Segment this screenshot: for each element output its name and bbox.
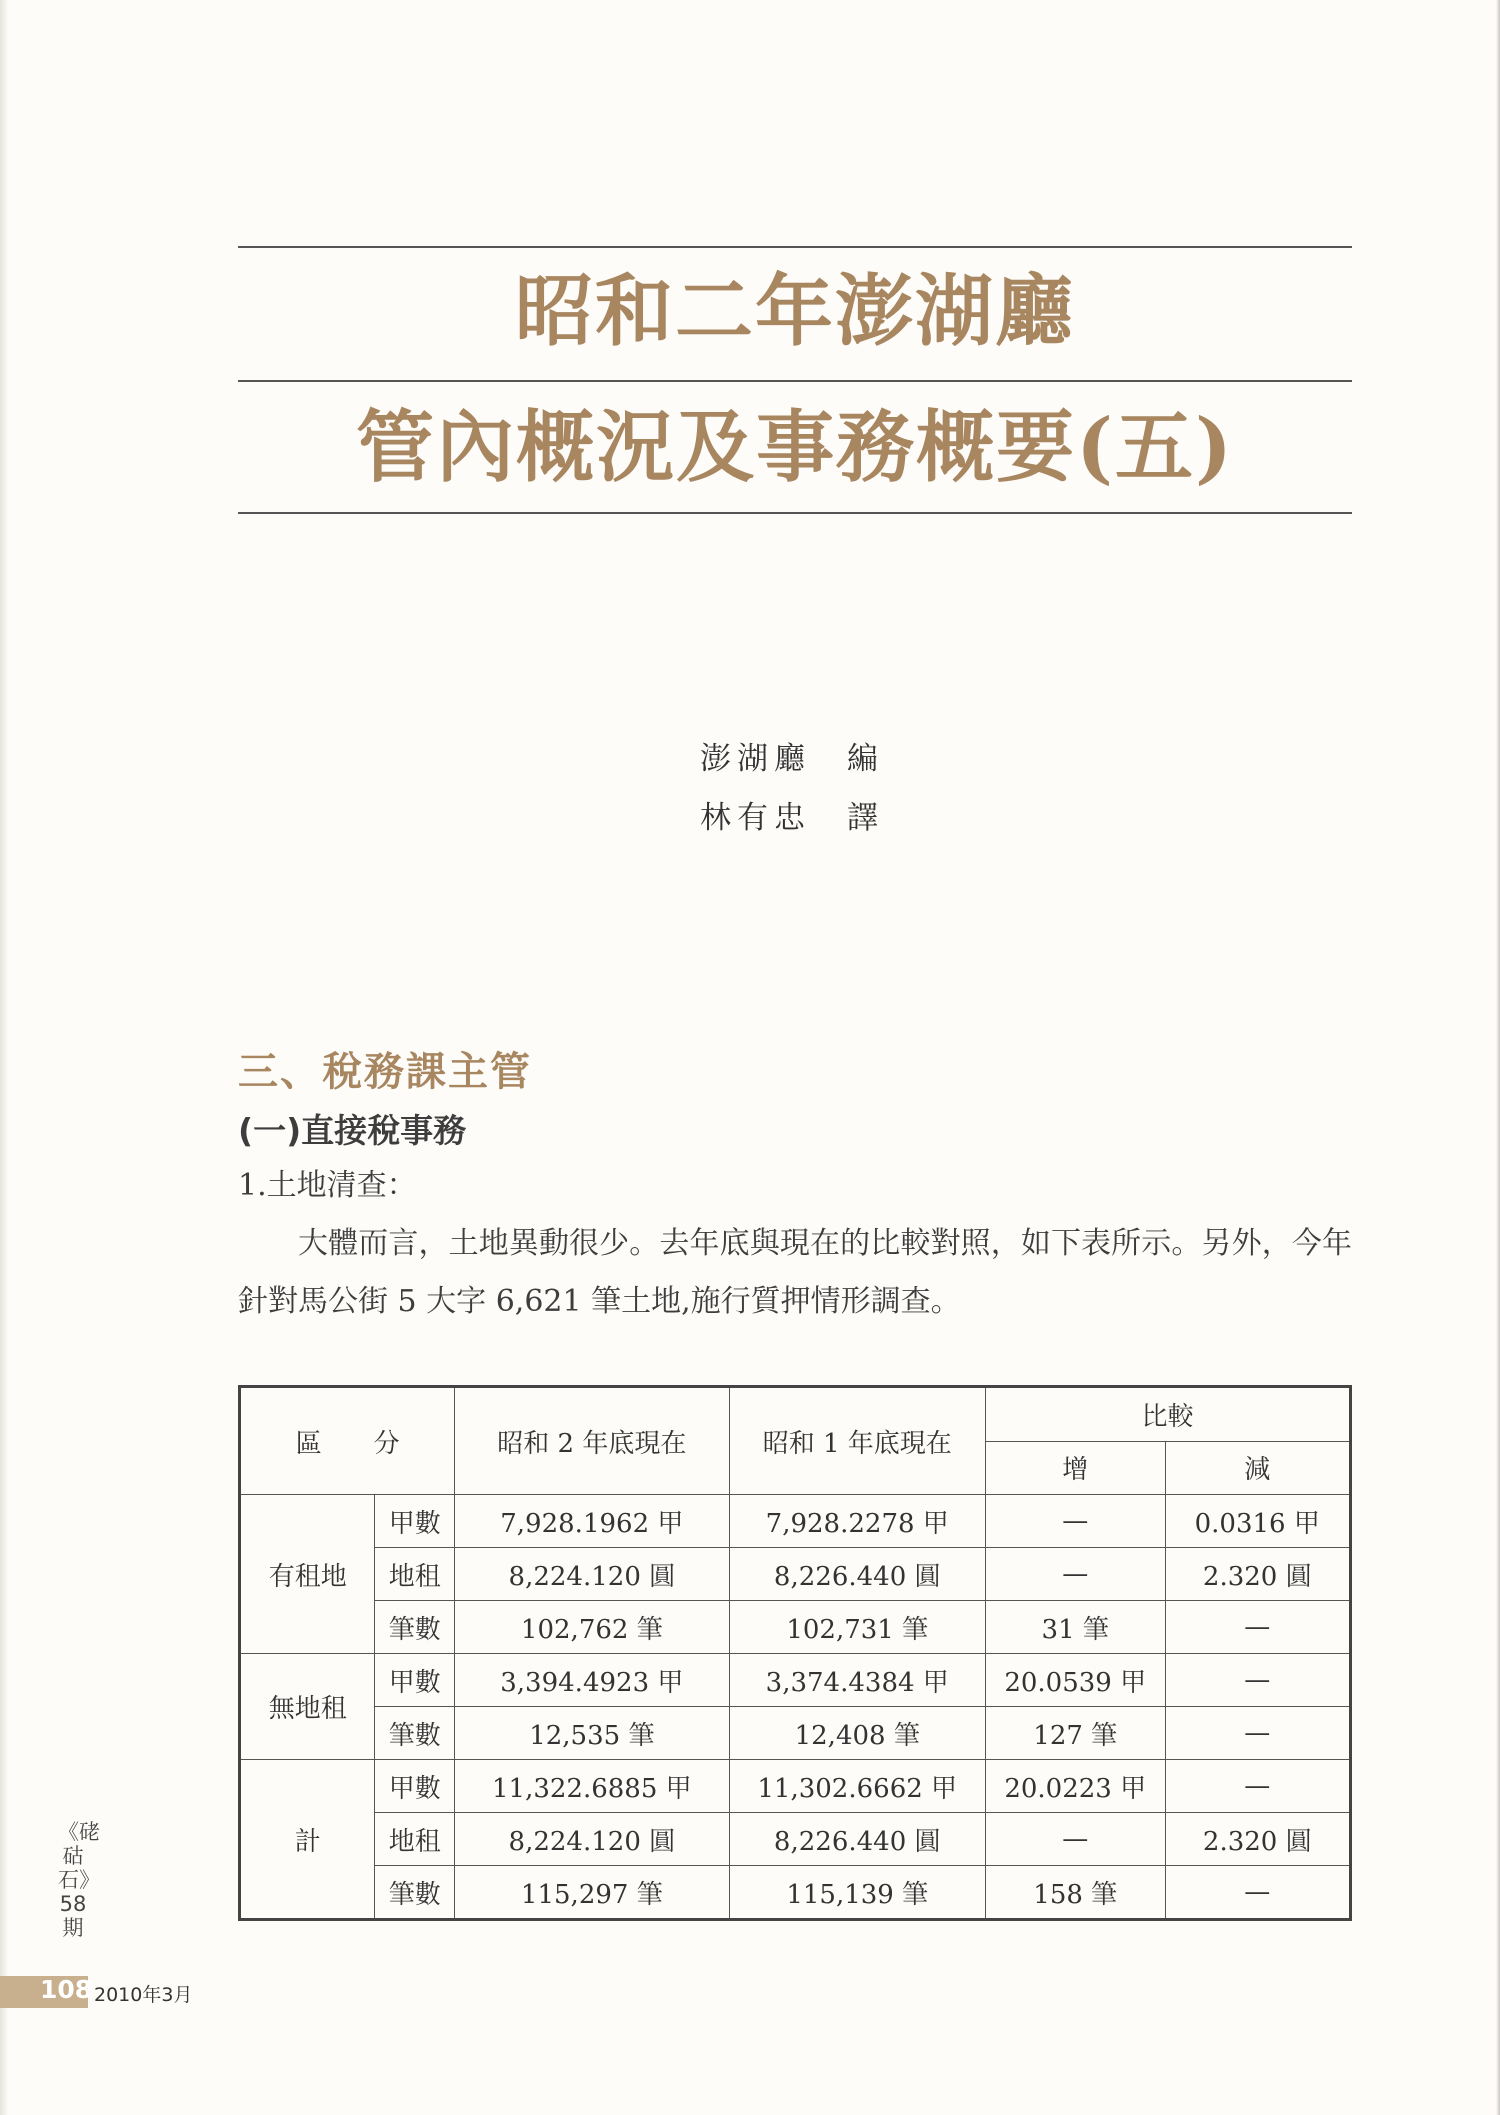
- header-previous: 昭和 1 年底現在: [729, 1387, 985, 1495]
- table-row: [240, 1707, 1351, 1760]
- translator-role: 譯: [847, 800, 884, 836]
- title-bottom-rule: [238, 512, 1352, 514]
- group-label: 有租地: [240, 1495, 375, 1654]
- cell-current: 12,535 筆: [455, 1707, 729, 1760]
- cell-decrease: 2.320 圓: [1165, 1548, 1350, 1601]
- page-right-edge: [1496, 0, 1500, 2115]
- table-row: [240, 1760, 1351, 1813]
- cell-decrease: —: [1165, 1707, 1350, 1760]
- cell-decrease: —: [1165, 1654, 1350, 1707]
- row-item: 筆數: [375, 1601, 455, 1654]
- sub-heading: (一)直接稅事務: [238, 1111, 467, 1150]
- issue-date: 2010年3月: [94, 1984, 193, 2006]
- cell-current: 8,224.120 圓: [455, 1813, 729, 1866]
- header-category: 區 分: [240, 1387, 455, 1495]
- cell-increase: 20.0539 甲: [985, 1654, 1165, 1707]
- page-number: 108: [40, 1975, 93, 2004]
- cell-increase: 31 筆: [985, 1601, 1165, 1654]
- row-item: 甲數: [375, 1654, 455, 1707]
- journal-name: 《硓𥑮石》58期: [58, 1820, 100, 1940]
- editor-name: 澎湖廳: [700, 741, 811, 777]
- group-label: 無地租: [240, 1654, 375, 1760]
- cell-previous: 8,226.440 圓: [729, 1548, 985, 1601]
- cell-previous: 12,408 筆: [729, 1707, 985, 1760]
- page-left-edge: [0, 0, 8, 2115]
- cell-increase: 20.0223 甲: [985, 1760, 1165, 1813]
- row-item: 筆數: [375, 1707, 455, 1760]
- body-paragraph: 大體而言，土地異動很少。去年底與現在的比較對照，如下表所示。另外，今年針對馬公街 5 大字 6,621 筆土地,施行質押情形調查。: [238, 1226, 1352, 1319]
- cell-previous: 102,731 筆: [729, 1601, 985, 1654]
- cell-decrease: —: [1165, 1866, 1350, 1920]
- cell-increase: 127 筆: [985, 1707, 1165, 1760]
- cell-current: 115,297 筆: [455, 1866, 729, 1920]
- header-current: 昭和 2 年底現在: [455, 1387, 729, 1495]
- row-item: 甲數: [375, 1760, 455, 1813]
- article-title-line-2: 管內概況及事務概要(五): [356, 402, 1234, 493]
- cell-previous: 7,928.2278 甲: [729, 1495, 985, 1548]
- cell-decrease: —: [1165, 1760, 1350, 1813]
- group-label: 計: [240, 1760, 375, 1920]
- cell-previous: 11,302.6662 甲: [729, 1760, 985, 1813]
- article-title-line-1: 昭和二年澎湖廳: [514, 266, 1075, 357]
- editor-role: 編: [847, 741, 884, 777]
- row-item: 筆數: [375, 1866, 455, 1920]
- table-row: [240, 1601, 1351, 1654]
- cell-decrease: —: [1165, 1601, 1350, 1654]
- land-survey-table: [238, 1385, 1352, 1921]
- cell-current: 102,762 筆: [455, 1601, 729, 1654]
- title-top-rule: [238, 246, 1352, 248]
- header-decrease: 減: [1165, 1441, 1350, 1495]
- header-increase: 增: [985, 1441, 1165, 1495]
- header-comparison: 比較: [985, 1387, 1350, 1442]
- cell-current: 7,928.1962 甲: [455, 1495, 729, 1548]
- cell-current: 3,394.4923 甲: [455, 1654, 729, 1707]
- editor-byline: [700, 733, 884, 778]
- table-row: [240, 1495, 1351, 1548]
- table-row: [240, 1866, 1351, 1920]
- row-item: 地租: [375, 1813, 455, 1866]
- translator-name: 林有忠: [700, 800, 811, 836]
- cell-increase: —: [985, 1495, 1165, 1548]
- cell-increase: 158 筆: [985, 1866, 1165, 1920]
- cell-previous: 3,374.4384 甲: [729, 1654, 985, 1707]
- cell-previous: 8,226.440 圓: [729, 1813, 985, 1866]
- table-row: [240, 1654, 1351, 1707]
- cell-increase: —: [985, 1813, 1165, 1866]
- translator-byline: [700, 792, 884, 837]
- title-middle-rule: [238, 380, 1352, 382]
- cell-decrease: 2.320 圓: [1165, 1813, 1350, 1866]
- cell-decrease: 0.0316 甲: [1165, 1495, 1350, 1548]
- cell-previous: 115,139 筆: [729, 1866, 985, 1920]
- cell-current: 8,224.120 圓: [455, 1548, 729, 1601]
- table-row: [240, 1813, 1351, 1866]
- item-heading: 1.土地清查：: [238, 1168, 417, 1203]
- cell-increase: —: [985, 1548, 1165, 1601]
- section-heading: 三、稅務課主管: [238, 1049, 532, 1095]
- table-row: [240, 1548, 1351, 1601]
- row-item: 地租: [375, 1548, 455, 1601]
- cell-current: 11,322.6885 甲: [455, 1760, 729, 1813]
- row-item: 甲數: [375, 1495, 455, 1548]
